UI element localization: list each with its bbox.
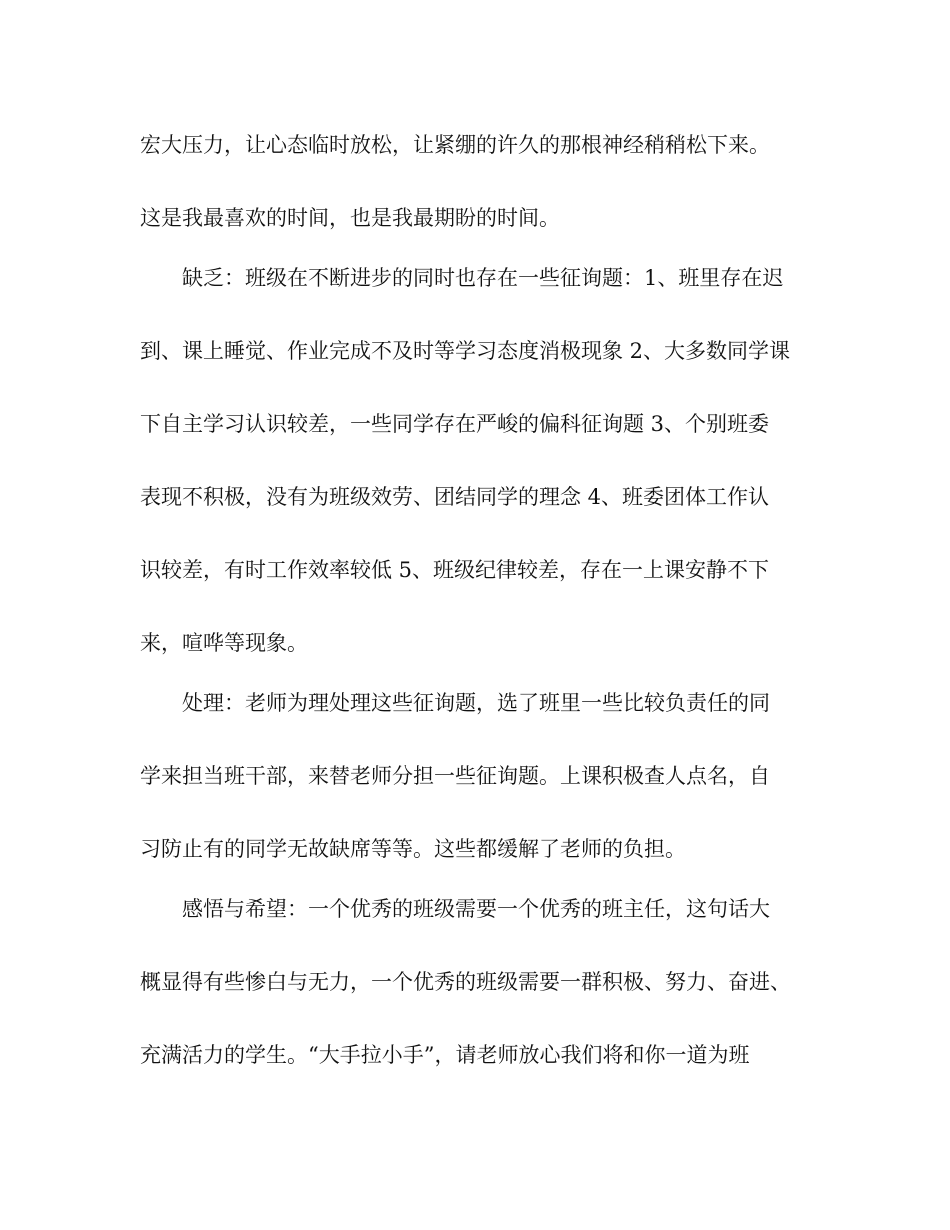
text-line: 这是我最喜欢的时间，也是我最期盼的时间。 — [140, 206, 560, 230]
paragraph-start-line: 感悟与希望：一个优秀的班级需要一个优秀的班主任，这句话大 — [182, 897, 770, 921]
text-line: 识较差，有时工作效率较低 5、班级纪律较差，存在一上课安静不下 — [140, 558, 770, 582]
text-line: 充满活力的学生。“大手拉小手”，请老师放心我们将和你一道为班 — [140, 1043, 750, 1067]
text-line: 表现不积极，没有为班级效劳、团结同学的理念 4、班委团体工作认 — [140, 485, 770, 509]
text-line: 学来担当班干部，来替老师分担一些征询题。上课积极查人点名，自 — [140, 764, 770, 788]
paragraph-start-line: 缺乏：班级在不断进步的同时也存在一些征询题：1、班里存在迟 — [182, 266, 784, 290]
text-line: 下自主学习认识较差，一些同学存在严峻的偏科征询题 3、个别班委 — [140, 412, 770, 436]
paragraph-start-line: 处理：老师为理处理这些征询题，选了班里一些比较负责任的同 — [182, 691, 770, 715]
text-line: 到、课上睡觉、作业完成不及时等学习态度消极现象 2、大多数同学课 — [140, 339, 791, 363]
text-line: 来，喧哗等现象。 — [140, 631, 308, 655]
text-line: 宏大压力，让心态临时放松，让紧绷的许久的那根神经稍稍松下来。 — [140, 133, 770, 157]
text-line: 概显得有些惨白与无力，一个优秀的班级需要一群积极、努力、奋进、 — [140, 970, 791, 994]
text-line: 习防止有的同学无故缺席等等。这些都缓解了老师的负担。 — [140, 837, 686, 861]
